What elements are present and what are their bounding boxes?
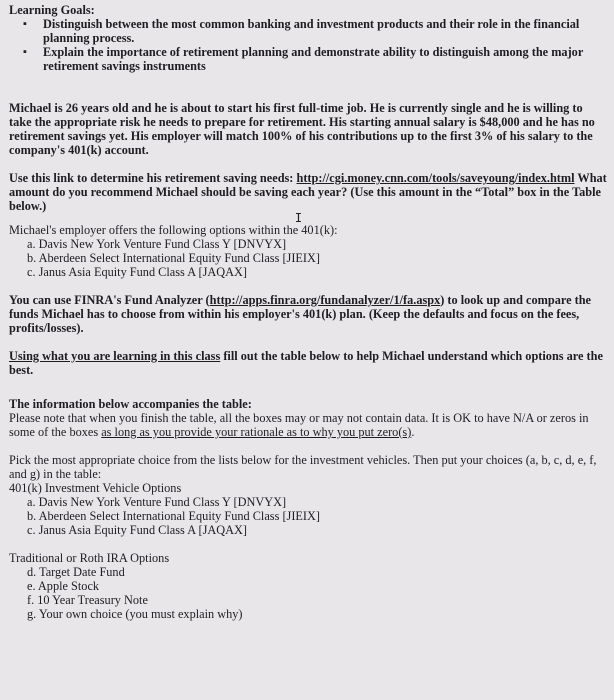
learning-rest: fill out the table below to help Michael understand which options are the best. [9,349,603,377]
link-lead: Use this link to determine his retirement saving needs: [9,171,297,185]
info-underlined: as long as you provide your rationale as to why you put zero(s) [101,425,412,439]
list-item: g. Your own choice (you must explain why) [27,607,243,621]
vehicle-options-title: 401(k) Investment Vehicle Options [9,481,182,495]
learning-goals [9,3,608,73]
list-item: d. Target Date Fund [27,565,125,579]
learning-paragraph [9,349,608,377]
learning-goals-heading: Learning Goals: [9,3,95,17]
finra-link[interactable]: http://apps.finra.org/fundanalyzer/1/fa.aspx [209,293,441,307]
employer-options-list [9,237,608,279]
learning-underlined: Using what you are learning in this class [9,349,221,363]
employer-options-title: Michael's employer offers the following options within the 401(k): [9,223,338,237]
finra-paragraph [9,293,608,335]
ira-options-list [9,565,608,621]
info-paragraph [9,411,608,439]
finra-rest: ) to look up and compare the funds Michael has to choose from within his employer's 401(k) plan. (Keep the defaults and focus on the fees, profits/losses). [9,293,592,335]
saveyoung-link[interactable]: http://cgi.money.cnn.com/tools/saveyoung/index.html [296,171,575,185]
vehicle-options-list [9,495,608,537]
list-item: f. 10 Year Treasury Note [27,593,148,607]
link-question: What amount do you recommend Michael should be saving each year? (Use this amount in the “Total” box in the Table below.) [9,171,607,213]
text-cursor-icon: I [294,211,303,225]
link-paragraph [9,171,608,213]
employer-options [9,223,608,279]
ira-options [9,551,608,621]
list-item: c. Janus Asia Equity Fund Class A [JAQAX] [27,523,247,537]
intro-paragraph: Michael is 26 years old and he is about to start his first full-time job. He is currently single and he is willing to take the appropriate risk he needs to prepare for retirement. His starting annual salary is $48,000 and he has no retirement savings yet. His employer will match 100% of his contributions up to the first 3% of his salary to the company's 401(k) account. [9,101,595,157]
list-item: a. Davis New York Venture Fund Class Y [DNVYX] [27,495,287,509]
list-item: e. Apple Stock [27,579,100,593]
finra-lead: You can use FINRA's Fund Analyzer ( [9,293,210,307]
pick-paragraph: Pick the most appropriate choice from the lists below for the investment vehicles. Then put your choices (a, b, c, d, e, f, and g) in the table: [9,453,597,481]
ira-options-title: Traditional or Roth IRA Options [9,551,170,565]
vehicle-options [9,481,608,537]
info-lead: Please note that when you finish the table, all the boxes may or may not contain data. It is OK to have N/A or zeros in some of the boxes [9,411,589,439]
goal-item: ▪ Distinguish between the most common banking and investment products and their role in the financial planning process. [43,17,608,45]
info-heading: The information below accompanies the table: [9,397,252,411]
learning-goals-list [9,17,608,73]
info-end: . [411,425,415,439]
list-item: b. Aberdeen Select International Equity Fund Class [JIEIX] [27,509,321,523]
list-item: c. Janus Asia Equity Fund Class A [JAQAX] [27,265,247,279]
list-item: a. Davis New York Venture Fund Class Y [DNVYX] [27,237,287,251]
info-block [9,397,608,439]
list-item: b. Aberdeen Select International Equity Fund Class [JIEIX] [27,251,321,265]
goal-item: ▪ Explain the importance of retirement planning and demonstrate ability to distinguish among the major retirement savings instruments [43,45,608,73]
